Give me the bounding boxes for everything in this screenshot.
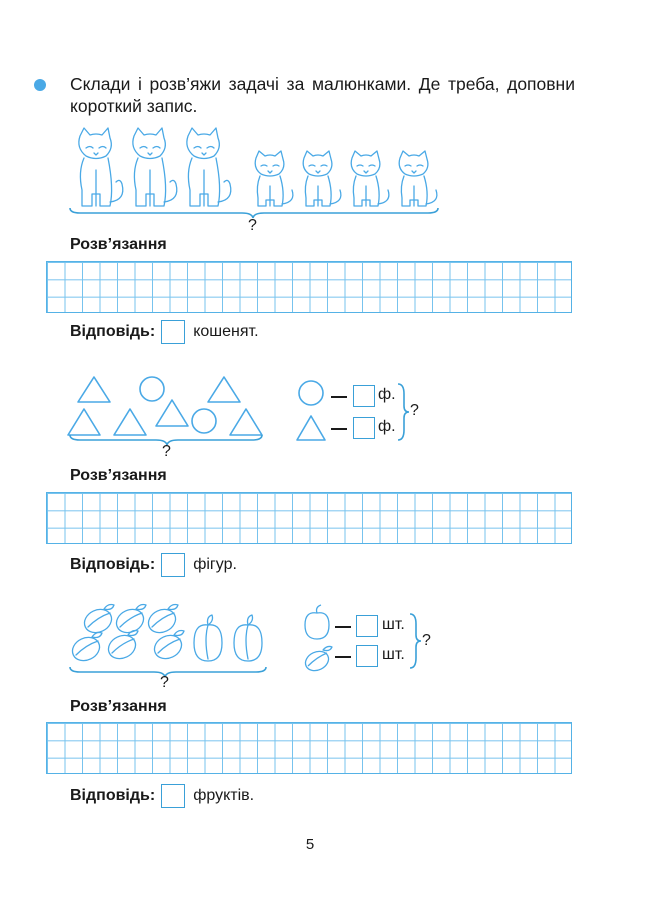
triangle-icon xyxy=(208,377,240,402)
fruits-illustration xyxy=(66,603,271,681)
kitten-icon xyxy=(399,151,437,206)
note-unit: шт. xyxy=(382,646,405,663)
solution-label: Розв’язання xyxy=(70,236,167,253)
page-number: 5 xyxy=(305,836,315,853)
note-unit: шт. xyxy=(382,616,405,633)
peach-icon xyxy=(194,615,222,661)
note-brace xyxy=(408,612,422,670)
answer-label: Відповідь: xyxy=(70,323,156,340)
answer-unit: кошенят. xyxy=(193,323,259,340)
dash xyxy=(331,428,347,430)
bullet-icon xyxy=(34,79,46,91)
solution-label: Розв’язання xyxy=(70,698,167,715)
dash xyxy=(331,396,347,398)
plum-icon xyxy=(105,631,140,663)
peach-icon xyxy=(234,615,262,661)
plum-icon xyxy=(151,631,186,663)
writing-grid[interactable] xyxy=(46,492,572,544)
note-box[interactable] xyxy=(353,417,375,439)
answer-row xyxy=(70,782,254,810)
triangle-icon xyxy=(156,400,188,426)
peach-icon xyxy=(305,605,329,639)
plum-icon xyxy=(69,633,104,665)
triangle-icon xyxy=(114,409,146,435)
triangle-icon xyxy=(297,416,325,440)
writing-grid[interactable] xyxy=(46,261,572,313)
dash xyxy=(335,656,351,658)
note-box[interactable] xyxy=(356,645,378,667)
triangle-icon xyxy=(230,409,262,435)
triangle-icon xyxy=(78,377,110,402)
note-box[interactable] xyxy=(356,615,378,637)
kitten-icon xyxy=(133,128,177,206)
answer-unit: фігур. xyxy=(193,556,237,573)
note-unit: ф. xyxy=(378,418,396,435)
answer-unit: фруктів. xyxy=(193,787,255,804)
kittens-illustration xyxy=(66,128,441,218)
plum-icon xyxy=(145,605,180,637)
dash xyxy=(335,626,351,628)
task-instruction: Склади і розв’яжи задачі за малюнками. Де треба, доповни короткий запис. xyxy=(70,74,575,116)
answer-row xyxy=(70,551,237,579)
note-question: ? xyxy=(422,632,431,649)
answer-row xyxy=(70,318,259,346)
circle-icon xyxy=(299,381,323,405)
kitten-icon xyxy=(187,128,231,206)
solution-label: Розв’язання xyxy=(70,467,167,484)
brace-question: ? xyxy=(160,674,169,691)
writing-grid[interactable] xyxy=(46,722,572,774)
brace-question: ? xyxy=(162,443,171,460)
circle-icon xyxy=(192,409,216,433)
note-brace xyxy=(396,382,410,442)
brace-question: ? xyxy=(248,217,257,234)
kitten-icon xyxy=(79,128,123,206)
short-note-icons xyxy=(297,378,332,443)
note-question: ? xyxy=(410,402,419,419)
note-unit: ф. xyxy=(378,386,396,403)
note-box[interactable] xyxy=(353,385,375,407)
kitten-icon xyxy=(303,151,341,206)
answer-box[interactable] xyxy=(161,553,185,577)
answer-box[interactable] xyxy=(161,784,185,808)
shapes-illustration xyxy=(66,372,266,447)
kitten-icon xyxy=(351,151,389,206)
answer-label: Відповідь: xyxy=(70,787,156,804)
circle-icon xyxy=(140,377,164,401)
triangle-icon xyxy=(68,409,100,435)
plum-icon xyxy=(302,646,332,674)
answer-box[interactable] xyxy=(161,320,185,344)
short-note-icons xyxy=(303,605,335,677)
answer-label: Відповідь: xyxy=(70,556,156,573)
kitten-icon xyxy=(255,151,293,206)
